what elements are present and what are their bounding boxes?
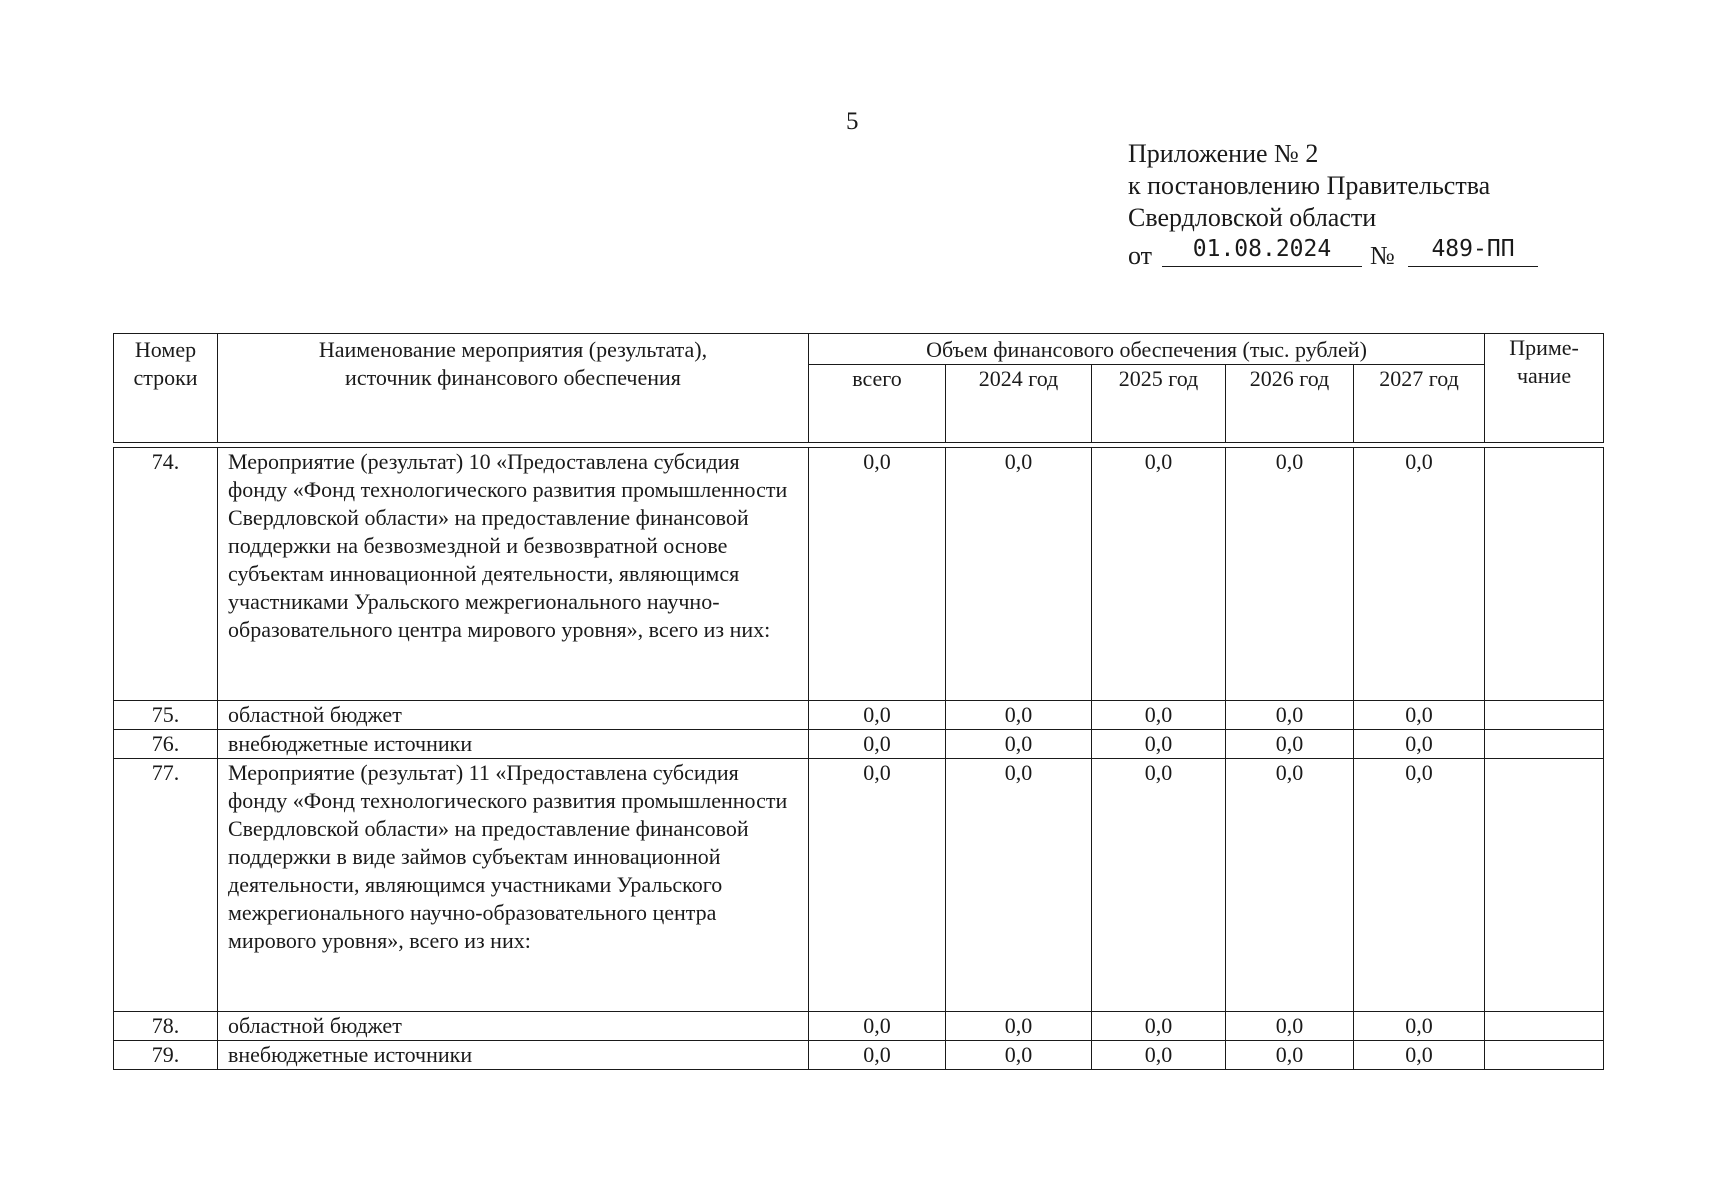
- row-total-cell: 0,0: [809, 730, 946, 759]
- row-note-cell: [1485, 1012, 1604, 1041]
- row-2024-cell: 0,0: [946, 1012, 1092, 1041]
- row-name-cell: Мероприятие (результат) 10 «Предоставлена субсидия фонду «Фонд технологического развития промышленности Свердловской области» на предоставление финансовой поддержки на безвозмездной и безвозвратной основе субъектам инновационной деятельности, являющимся участниками Уральского межрегионального научно-образовательного центра мирового уровня», всего из них:: [218, 448, 809, 701]
- row-number-cell: 75.: [114, 701, 218, 730]
- from-label: от: [1128, 241, 1153, 270]
- header-funding-group: Объем финансового обеспечения (тыс. рублей): [809, 334, 1485, 365]
- row-total-cell: 0,0: [809, 1041, 946, 1070]
- table-row: [114, 1041, 1604, 1070]
- row-2026-cell: 0,0: [1226, 730, 1354, 759]
- row-note-cell: [1485, 759, 1604, 1012]
- header-name: Наименование мероприятия (результата), источник финансового обеспечения: [218, 334, 809, 443]
- row-2024-cell: 0,0: [946, 448, 1092, 701]
- row-2024-cell: 0,0: [946, 1041, 1092, 1070]
- row-2025-cell: 0,0: [1092, 448, 1226, 701]
- row-name-cell: областной бюджет: [218, 701, 809, 730]
- row-name-cell: областной бюджет: [218, 1012, 809, 1041]
- row-number-cell: 79.: [114, 1041, 218, 1070]
- table-row: [114, 730, 1604, 759]
- row-note-cell: [1485, 730, 1604, 759]
- row-2026-cell: 0,0: [1226, 759, 1354, 1012]
- appendix-header: [1128, 138, 1515, 270]
- number-label: №: [1370, 241, 1395, 270]
- row-total-cell: 0,0: [809, 759, 946, 1012]
- row-2025-cell: 0,0: [1092, 1012, 1226, 1041]
- row-2025-cell: 0,0: [1092, 1041, 1226, 1070]
- row-2027-cell: 0,0: [1354, 701, 1485, 730]
- row-2026-cell: 0,0: [1226, 1012, 1354, 1041]
- header-2025: 2025 год: [1092, 365, 1226, 443]
- row-2026-cell: 0,0: [1226, 1041, 1354, 1070]
- row-2027-cell: 0,0: [1354, 759, 1485, 1012]
- row-name-cell: внебюджетные источники: [218, 730, 809, 759]
- row-2025-cell: 0,0: [1092, 701, 1226, 730]
- table-row: [114, 1012, 1604, 1041]
- row-2027-cell: 0,0: [1354, 1041, 1485, 1070]
- header-note: Приме-чание: [1485, 334, 1604, 443]
- resolution-date-number-line: [1128, 234, 1515, 270]
- row-2024-cell: 0,0: [946, 701, 1092, 730]
- row-2026-cell: 0,0: [1226, 701, 1354, 730]
- header-total: всего: [809, 365, 946, 443]
- row-2027-cell: 0,0: [1354, 448, 1485, 701]
- funding-table-wrapper: [113, 333, 1603, 1070]
- row-note-cell: [1485, 448, 1604, 701]
- row-2026-cell: 0,0: [1226, 448, 1354, 701]
- page-number: 5: [846, 108, 859, 135]
- appendix-region: Свердловской области: [1128, 203, 1377, 232]
- row-total-cell: 0,0: [809, 1012, 946, 1041]
- resolution-date: 01.08.2024: [1162, 234, 1362, 267]
- header-row-number: Номер строки: [114, 334, 218, 443]
- row-number-cell: 78.: [114, 1012, 218, 1041]
- table-row: [114, 701, 1604, 730]
- row-total-cell: 0,0: [809, 448, 946, 701]
- row-2025-cell: 0,0: [1092, 759, 1226, 1012]
- row-number-cell: 74.: [114, 448, 218, 701]
- header-2027: 2027 год: [1354, 365, 1485, 443]
- header-2026: 2026 год: [1226, 365, 1354, 443]
- row-total-cell: 0,0: [809, 701, 946, 730]
- appendix-title: Приложение № 2: [1128, 139, 1319, 168]
- table-row: [114, 759, 1604, 1012]
- funding-table: [113, 333, 1604, 1070]
- header-2024: 2024 год: [946, 365, 1092, 443]
- row-note-cell: [1485, 1041, 1604, 1070]
- row-name-cell: внебюджетные источники: [218, 1041, 809, 1070]
- resolution-number: 489-ПП: [1408, 234, 1538, 267]
- row-2027-cell: 0,0: [1354, 1012, 1485, 1041]
- row-note-cell: [1485, 701, 1604, 730]
- appendix-resolution-ref: к постановлению Правительства: [1128, 171, 1491, 200]
- row-number-cell: 76.: [114, 730, 218, 759]
- row-2024-cell: 0,0: [946, 730, 1092, 759]
- row-2025-cell: 0,0: [1092, 730, 1226, 759]
- row-2024-cell: 0,0: [946, 759, 1092, 1012]
- row-2027-cell: 0,0: [1354, 730, 1485, 759]
- table-row: [114, 448, 1604, 701]
- row-name-cell: Мероприятие (результат) 11 «Предоставлена субсидия фонду «Фонд технологического развития промышленности Свердловской области» на предоставление финансовой поддержки в виде займов субъектам инновационной деятельности, являющимся участниками Уральского межрегионального научно-образовательного центра мирового уровня», всего из них:: [218, 759, 809, 1012]
- row-number-cell: 77.: [114, 759, 218, 1012]
